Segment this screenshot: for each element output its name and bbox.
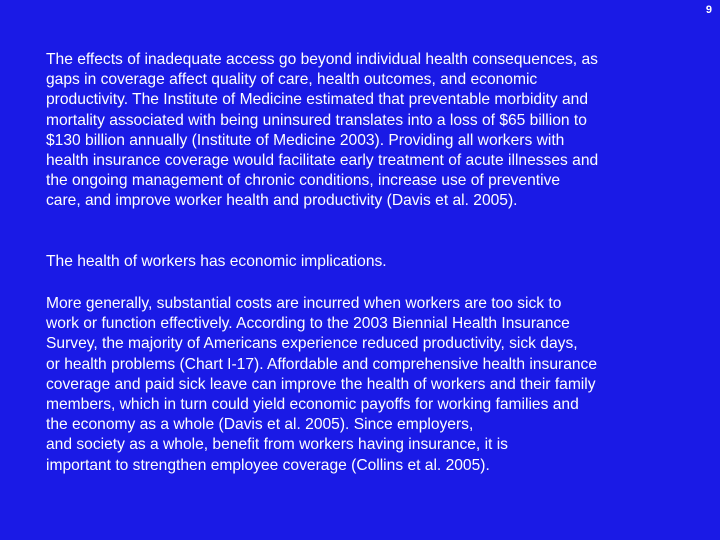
page-number: 9 bbox=[705, 4, 712, 16]
paragraph-inadequate-access: The effects of inadequate access go beyond individual health consequences, as gaps in coverage affect quality of care, health outcomes, and economic productivity. The Institute of Medicine estimated that preventable morbidity and mortality associated with being uninsured translates into a loss of $65 billion to $130 billion annually (Institute of Medicine 2003). Providing all workers with health insurance coverage would facilitate early treatment of acute illnesses and the ongoing management of chronic conditions, increase use of preventive care, and improve worker health and productivity (Davis et al. 2005). bbox=[46, 51, 599, 210]
paragraph-economic-implications: The health of workers has economic implications. bbox=[46, 253, 387, 270]
paragraph-sick-workers-costs: More generally, substantial costs are incurred when workers are too sick to work or function effectively. According to the 2003 Biennial Health Insurance Survey, the majority of Americans experience reduced productivity, sick days, or health problems (Chart I-17). Affordable and comprehensive health insurance coverage and paid sick leave can improve the health of workers and their family members, which in turn could yield economic payoffs for working families and the economy as a whole (Davis et al. 2005). Since employers, and society as a whole, benefit from workers having insurance, it is important to strengthen employee coverage (Collins et al. 2005). bbox=[46, 295, 598, 474]
